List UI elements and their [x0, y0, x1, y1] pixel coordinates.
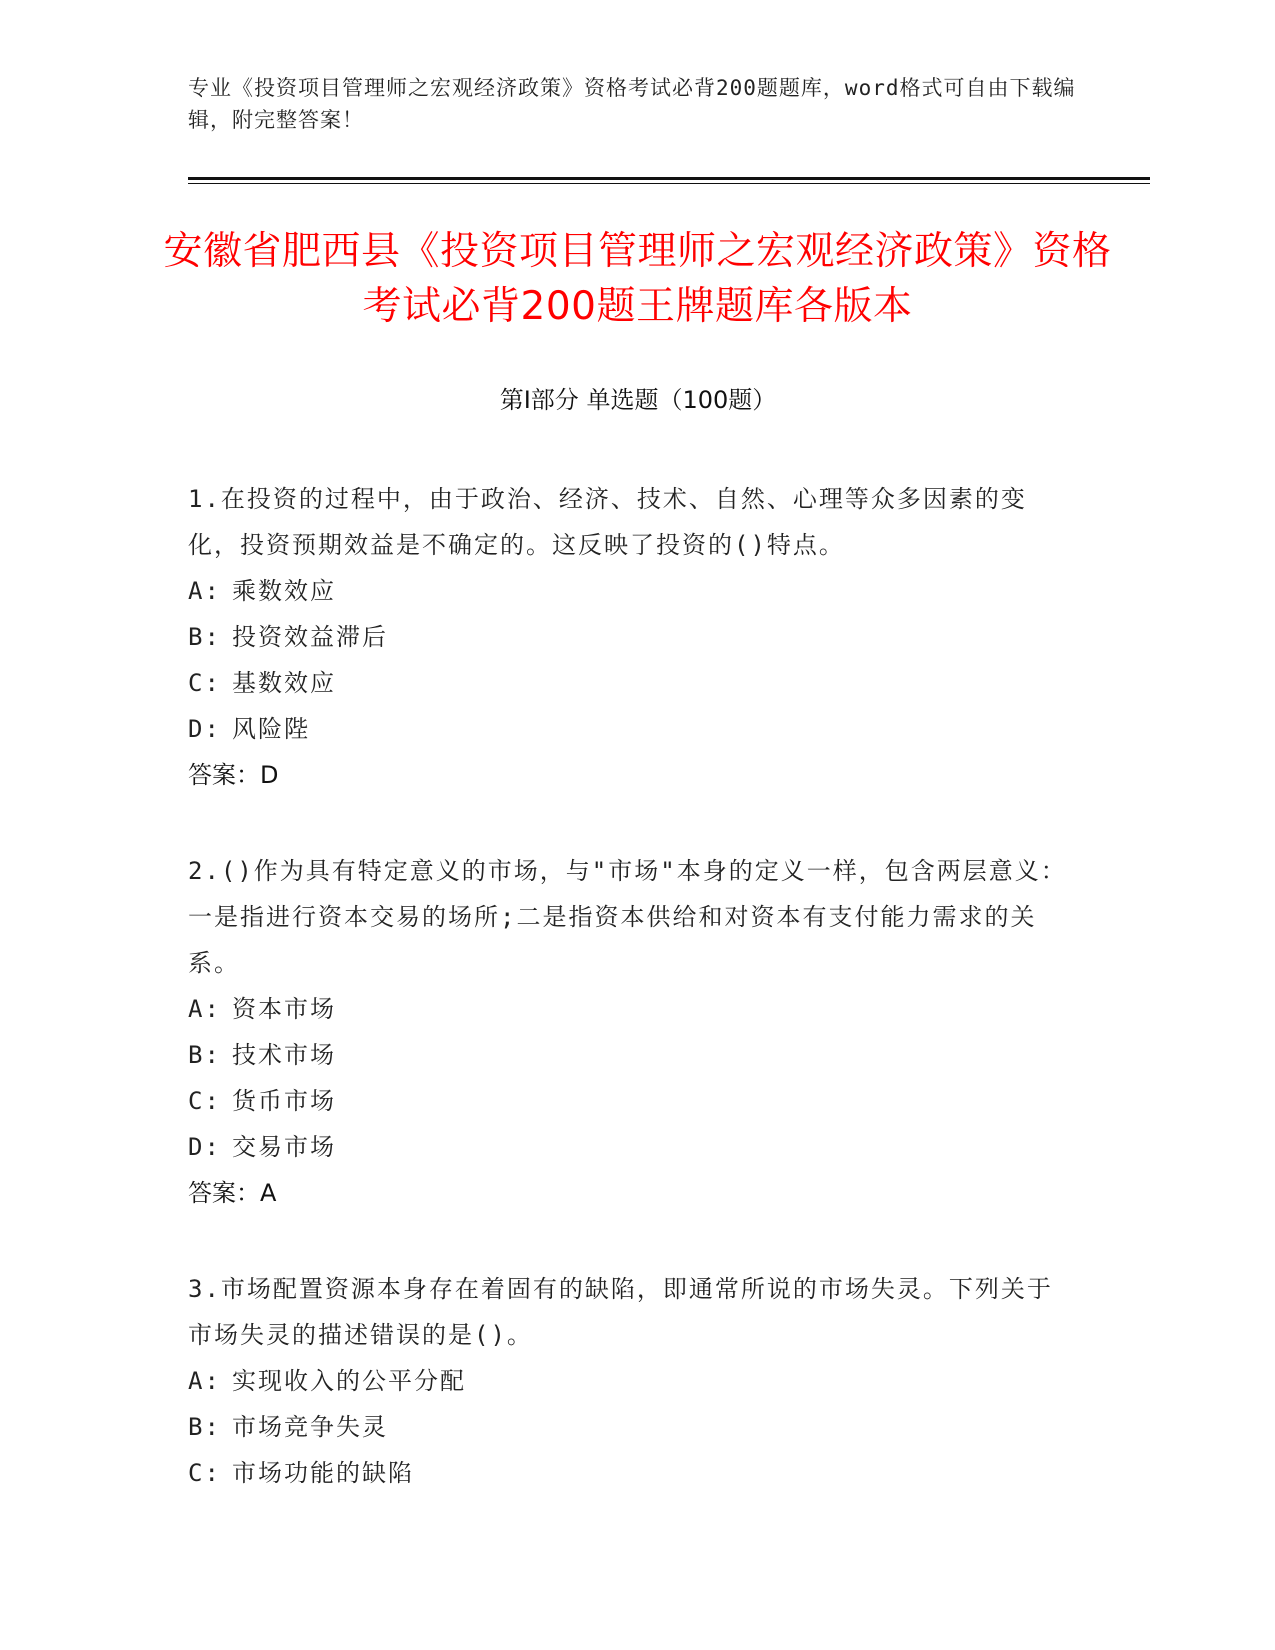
- option-a: [188, 1358, 1078, 1404]
- question-stem: 2.()作为具有特定意义的市场，与"市场"本身的定义一样，包含两层意义：一是指进行资本交易的场所;二是指资本供给和对资本有支付能力需求的关系。: [188, 857, 1067, 977]
- option-c: [188, 660, 1078, 706]
- option-text: 基数效应: [232, 669, 336, 697]
- option-text: 乘数效应: [232, 577, 336, 605]
- option-c: [188, 1450, 1078, 1496]
- option-text: 交易市场: [232, 1133, 336, 1161]
- question-1: [188, 476, 1078, 798]
- option-a: [188, 568, 1078, 614]
- option-text: 技术市场: [232, 1041, 336, 1069]
- option-b: [188, 614, 1078, 660]
- question-3: [188, 1266, 1078, 1496]
- question-2: [188, 848, 1078, 1216]
- option-text: 投资效益滞后: [232, 623, 388, 651]
- option-text: 市场竞争失灵: [232, 1413, 388, 1441]
- answer: 答案：A: [188, 1179, 277, 1207]
- option-text: 市场功能的缺陷: [232, 1459, 414, 1487]
- question-list: [188, 476, 1078, 1546]
- option-label: B:: [188, 1413, 221, 1441]
- answer: 答案：D: [188, 761, 279, 789]
- option-label: B:: [188, 1041, 221, 1069]
- option-label: D:: [188, 715, 221, 743]
- option-label: B:: [188, 623, 221, 651]
- header-divider-thick: [188, 177, 1150, 180]
- option-label: C:: [188, 1087, 221, 1115]
- question-stem: 3.市场配置资源本身存在着固有的缺陷，即通常所说的市场失灵。下列关于市场失灵的描述错误的是()。: [188, 1275, 1053, 1349]
- option-b: [188, 1032, 1078, 1078]
- option-c: [188, 1078, 1078, 1124]
- option-label: A:: [188, 1367, 221, 1395]
- option-label: D:: [188, 1133, 221, 1161]
- option-label: C:: [188, 1459, 221, 1487]
- option-a: [188, 986, 1078, 1032]
- header-note: 专业《投资项目管理师之宏观经济政策》资格考试必背200题题库，word格式可自由下载编辑，附完整答案！: [188, 76, 1076, 132]
- option-text: 实现收入的公平分配: [232, 1367, 466, 1395]
- option-text: 资本市场: [232, 995, 336, 1023]
- option-text: 风险陛: [232, 715, 310, 743]
- option-d: [188, 706, 1078, 752]
- section-heading: 第Ⅰ部分 单选题（100题）: [499, 386, 777, 414]
- header-divider-thin: [188, 183, 1150, 184]
- option-b: [188, 1404, 1078, 1450]
- document-title: 安徽省肥西县《投资项目管理师之宏观经济政策》资格考试必背200题王牌题库各版本: [163, 229, 1112, 329]
- question-stem: 1.在投资的过程中，由于政治、经济、技术、自然、心理等众多因素的变化，投资预期效益是不确定的。这反映了投资的()特点。: [188, 485, 1027, 559]
- option-d: [188, 1124, 1078, 1170]
- option-label: A:: [188, 995, 221, 1023]
- option-label: A:: [188, 577, 221, 605]
- option-label: C:: [188, 669, 221, 697]
- option-text: 货币市场: [232, 1087, 336, 1115]
